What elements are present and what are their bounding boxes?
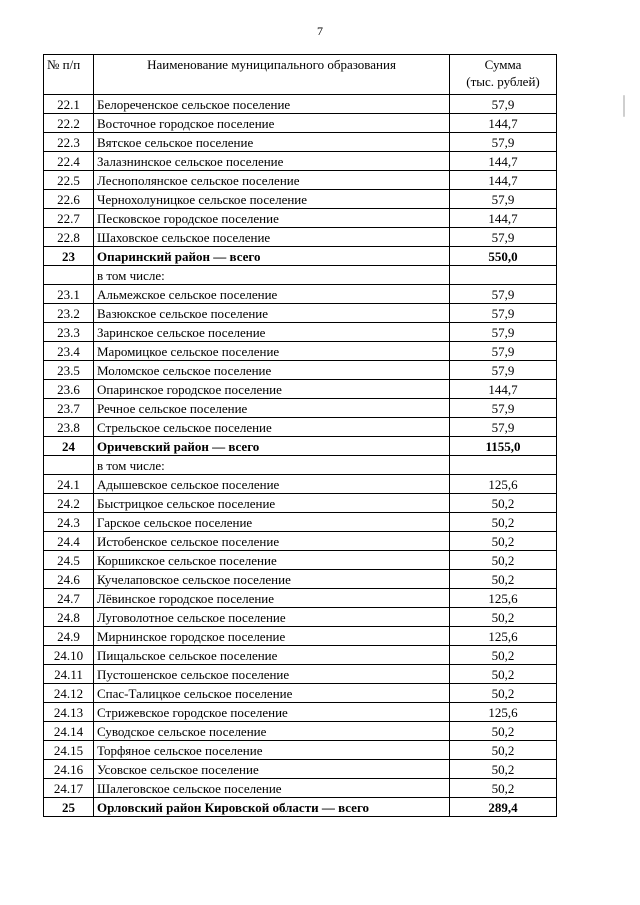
table-row: [44, 133, 557, 152]
row-sum-cell: 144,7: [450, 171, 557, 190]
row-name-cell: Шалеговское сельское поселение: [94, 779, 450, 798]
row-number-cell: [44, 266, 94, 285]
row-name-cell: Лёвинское городское поселение: [94, 589, 450, 608]
row-number-cell: 24.4: [44, 532, 94, 551]
row-number-cell: 24.13: [44, 703, 94, 722]
table-row: [44, 304, 557, 323]
table-row: [44, 323, 557, 342]
table-row: [44, 228, 557, 247]
table-row: [44, 266, 557, 285]
table-row: [44, 152, 557, 171]
row-name-cell: Моломское сельское поселение: [94, 361, 450, 380]
row-name-cell: в том числе:: [94, 456, 450, 475]
row-number-cell: 23.6: [44, 380, 94, 399]
row-sum-cell: [450, 456, 557, 475]
row-sum-cell: 125,6: [450, 627, 557, 646]
row-sum-cell: 50,2: [450, 608, 557, 627]
table-row: [44, 342, 557, 361]
row-name-cell: Восточное городское поселение: [94, 114, 450, 133]
column-header-sum-line1: Сумма: [484, 57, 522, 72]
row-sum-cell: 50,2: [450, 551, 557, 570]
row-name-cell: Стрельское сельское поселение: [94, 418, 450, 437]
row-sum-cell: 57,9: [450, 95, 557, 114]
row-sum-cell: 57,9: [450, 228, 557, 247]
row-number-cell: 23: [44, 247, 94, 266]
table-row: [44, 703, 557, 722]
table-row: [44, 380, 557, 399]
row-sum-cell: 57,9: [450, 342, 557, 361]
row-number-cell: 24.17: [44, 779, 94, 798]
row-name-cell: Гарское сельское поселение: [94, 513, 450, 532]
row-name-cell: Мирнинское городское поселение: [94, 627, 450, 646]
table-row: [44, 798, 557, 817]
row-sum-cell: 50,2: [450, 779, 557, 798]
table-row: [44, 684, 557, 703]
row-number-cell: 25: [44, 798, 94, 817]
row-number-cell: 24.11: [44, 665, 94, 684]
row-sum-cell: 550,0: [450, 247, 557, 266]
row-name-cell: Пищальское сельское поселение: [94, 646, 450, 665]
table-row: [44, 608, 557, 627]
row-name-cell: Опаринский район — всего: [94, 247, 450, 266]
row-sum-cell: 50,2: [450, 570, 557, 589]
table-row: [44, 494, 557, 513]
row-number-cell: 24.15: [44, 741, 94, 760]
table-row: [44, 95, 557, 114]
row-number-cell: [44, 456, 94, 475]
table-row: [44, 399, 557, 418]
row-sum-cell: 125,6: [450, 703, 557, 722]
row-number-cell: 23.8: [44, 418, 94, 437]
table-row: [44, 171, 557, 190]
row-name-cell: Суводское сельское поселение: [94, 722, 450, 741]
table-body: [44, 95, 557, 817]
row-number-cell: 24.14: [44, 722, 94, 741]
row-name-cell: Стрижевское городское поселение: [94, 703, 450, 722]
row-name-cell: Пустошенское сельское поселение: [94, 665, 450, 684]
row-name-cell: Шаховское сельское поселение: [94, 228, 450, 247]
row-sum-cell: 144,7: [450, 114, 557, 133]
row-sum-cell: [450, 266, 557, 285]
row-name-cell: Вятское сельское поселение: [94, 133, 450, 152]
table-header-row: [44, 55, 557, 95]
table-row: [44, 760, 557, 779]
table-row: [44, 513, 557, 532]
row-name-cell: Усовское сельское поселение: [94, 760, 450, 779]
row-sum-cell: 57,9: [450, 361, 557, 380]
row-sum-cell: 144,7: [450, 209, 557, 228]
table-row: [44, 627, 557, 646]
column-header-sum: [450, 55, 557, 95]
row-sum-cell: 57,9: [450, 418, 557, 437]
table-row: [44, 570, 557, 589]
row-number-cell: 24: [44, 437, 94, 456]
row-number-cell: 23.5: [44, 361, 94, 380]
row-number-cell: 22.1: [44, 95, 94, 114]
row-sum-cell: 289,4: [450, 798, 557, 817]
row-number-cell: 24.9: [44, 627, 94, 646]
row-sum-cell: 50,2: [450, 532, 557, 551]
row-number-cell: 23.7: [44, 399, 94, 418]
row-sum-cell: 144,7: [450, 152, 557, 171]
row-number-cell: 22.2: [44, 114, 94, 133]
row-sum-cell: 50,2: [450, 665, 557, 684]
row-number-cell: 24.6: [44, 570, 94, 589]
row-name-cell: в том числе:: [94, 266, 450, 285]
column-header-name: Наименование муниципального образования: [94, 55, 450, 95]
row-sum-cell: 57,9: [450, 190, 557, 209]
row-number-cell: 24.7: [44, 589, 94, 608]
table-row: [44, 551, 557, 570]
row-number-cell: 24.1: [44, 475, 94, 494]
row-number-cell: 22.5: [44, 171, 94, 190]
table-row: [44, 437, 557, 456]
row-sum-cell: 50,2: [450, 760, 557, 779]
row-name-cell: Быстрицкое сельское поселение: [94, 494, 450, 513]
table-row: [44, 665, 557, 684]
row-sum-cell: 50,2: [450, 513, 557, 532]
row-sum-cell: 50,2: [450, 494, 557, 513]
table-row: [44, 475, 557, 494]
row-sum-cell: 57,9: [450, 133, 557, 152]
row-name-cell: Песковское городское поселение: [94, 209, 450, 228]
row-sum-cell: 50,2: [450, 684, 557, 703]
row-name-cell: Маромицкое сельское поселение: [94, 342, 450, 361]
row-number-cell: 24.10: [44, 646, 94, 665]
row-number-cell: 24.12: [44, 684, 94, 703]
table-row: [44, 247, 557, 266]
row-name-cell: Луговолотное сельское поселение: [94, 608, 450, 627]
table-row: [44, 741, 557, 760]
scan-artifact-mark: [623, 95, 625, 117]
row-name-cell: Коршикское сельское поселение: [94, 551, 450, 570]
row-name-cell: Спас-Талицкое сельское поселение: [94, 684, 450, 703]
row-sum-cell: 50,2: [450, 741, 557, 760]
table-row: [44, 532, 557, 551]
column-header-number: № п/п: [44, 55, 94, 95]
row-name-cell: Залазнинское сельское поселение: [94, 152, 450, 171]
row-name-cell: Леснополянское сельское поселение: [94, 171, 450, 190]
row-name-cell: Вазюкское сельское поселение: [94, 304, 450, 323]
allocation-table: [43, 54, 557, 817]
row-number-cell: 23.2: [44, 304, 94, 323]
row-number-cell: 24.3: [44, 513, 94, 532]
row-name-cell: Опаринское городское поселение: [94, 380, 450, 399]
row-number-cell: 22.4: [44, 152, 94, 171]
row-number-cell: 24.5: [44, 551, 94, 570]
row-number-cell: 24.2: [44, 494, 94, 513]
row-name-cell: Белореченское сельское поселение: [94, 95, 450, 114]
row-sum-cell: 125,6: [450, 589, 557, 608]
row-name-cell: Речное сельское поселение: [94, 399, 450, 418]
row-number-cell: 23.1: [44, 285, 94, 304]
row-name-cell: Адышевское сельское поселение: [94, 475, 450, 494]
row-name-cell: Кучелаповское сельское поселение: [94, 570, 450, 589]
row-sum-cell: 57,9: [450, 323, 557, 342]
table-row: [44, 646, 557, 665]
row-name-cell: Чернохолуницкое сельское поселение: [94, 190, 450, 209]
table-row: [44, 190, 557, 209]
row-sum-cell: 1155,0: [450, 437, 557, 456]
row-number-cell: 22.3: [44, 133, 94, 152]
table-row: [44, 456, 557, 475]
column-header-sum-line2: (тыс. рублей): [466, 74, 540, 89]
table-row: [44, 361, 557, 380]
row-number-cell: 22.6: [44, 190, 94, 209]
page-number: 7: [317, 24, 323, 38]
row-sum-cell: 125,6: [450, 475, 557, 494]
row-name-cell: Оричевский район — всего: [94, 437, 450, 456]
table-row: [44, 285, 557, 304]
row-number-cell: 22.7: [44, 209, 94, 228]
table-row: [44, 209, 557, 228]
table-row: [44, 114, 557, 133]
row-number-cell: 22.8: [44, 228, 94, 247]
row-name-cell: Орловский район Кировской области — всего: [94, 798, 450, 817]
table-row: [44, 418, 557, 437]
row-name-cell: Альмежское сельское поселение: [94, 285, 450, 304]
row-sum-cell: 144,7: [450, 380, 557, 399]
row-sum-cell: 50,2: [450, 646, 557, 665]
row-number-cell: 24.8: [44, 608, 94, 627]
row-name-cell: Заринское сельское поселение: [94, 323, 450, 342]
table-row: [44, 589, 557, 608]
row-sum-cell: 57,9: [450, 285, 557, 304]
row-sum-cell: 57,9: [450, 399, 557, 418]
row-number-cell: 23.4: [44, 342, 94, 361]
row-sum-cell: 50,2: [450, 722, 557, 741]
row-name-cell: Торфяное сельское поселение: [94, 741, 450, 760]
row-number-cell: 23.3: [44, 323, 94, 342]
row-sum-cell: 57,9: [450, 304, 557, 323]
table-row: [44, 722, 557, 741]
row-name-cell: Истобенское сельское поселение: [94, 532, 450, 551]
row-number-cell: 24.16: [44, 760, 94, 779]
table-row: [44, 779, 557, 798]
